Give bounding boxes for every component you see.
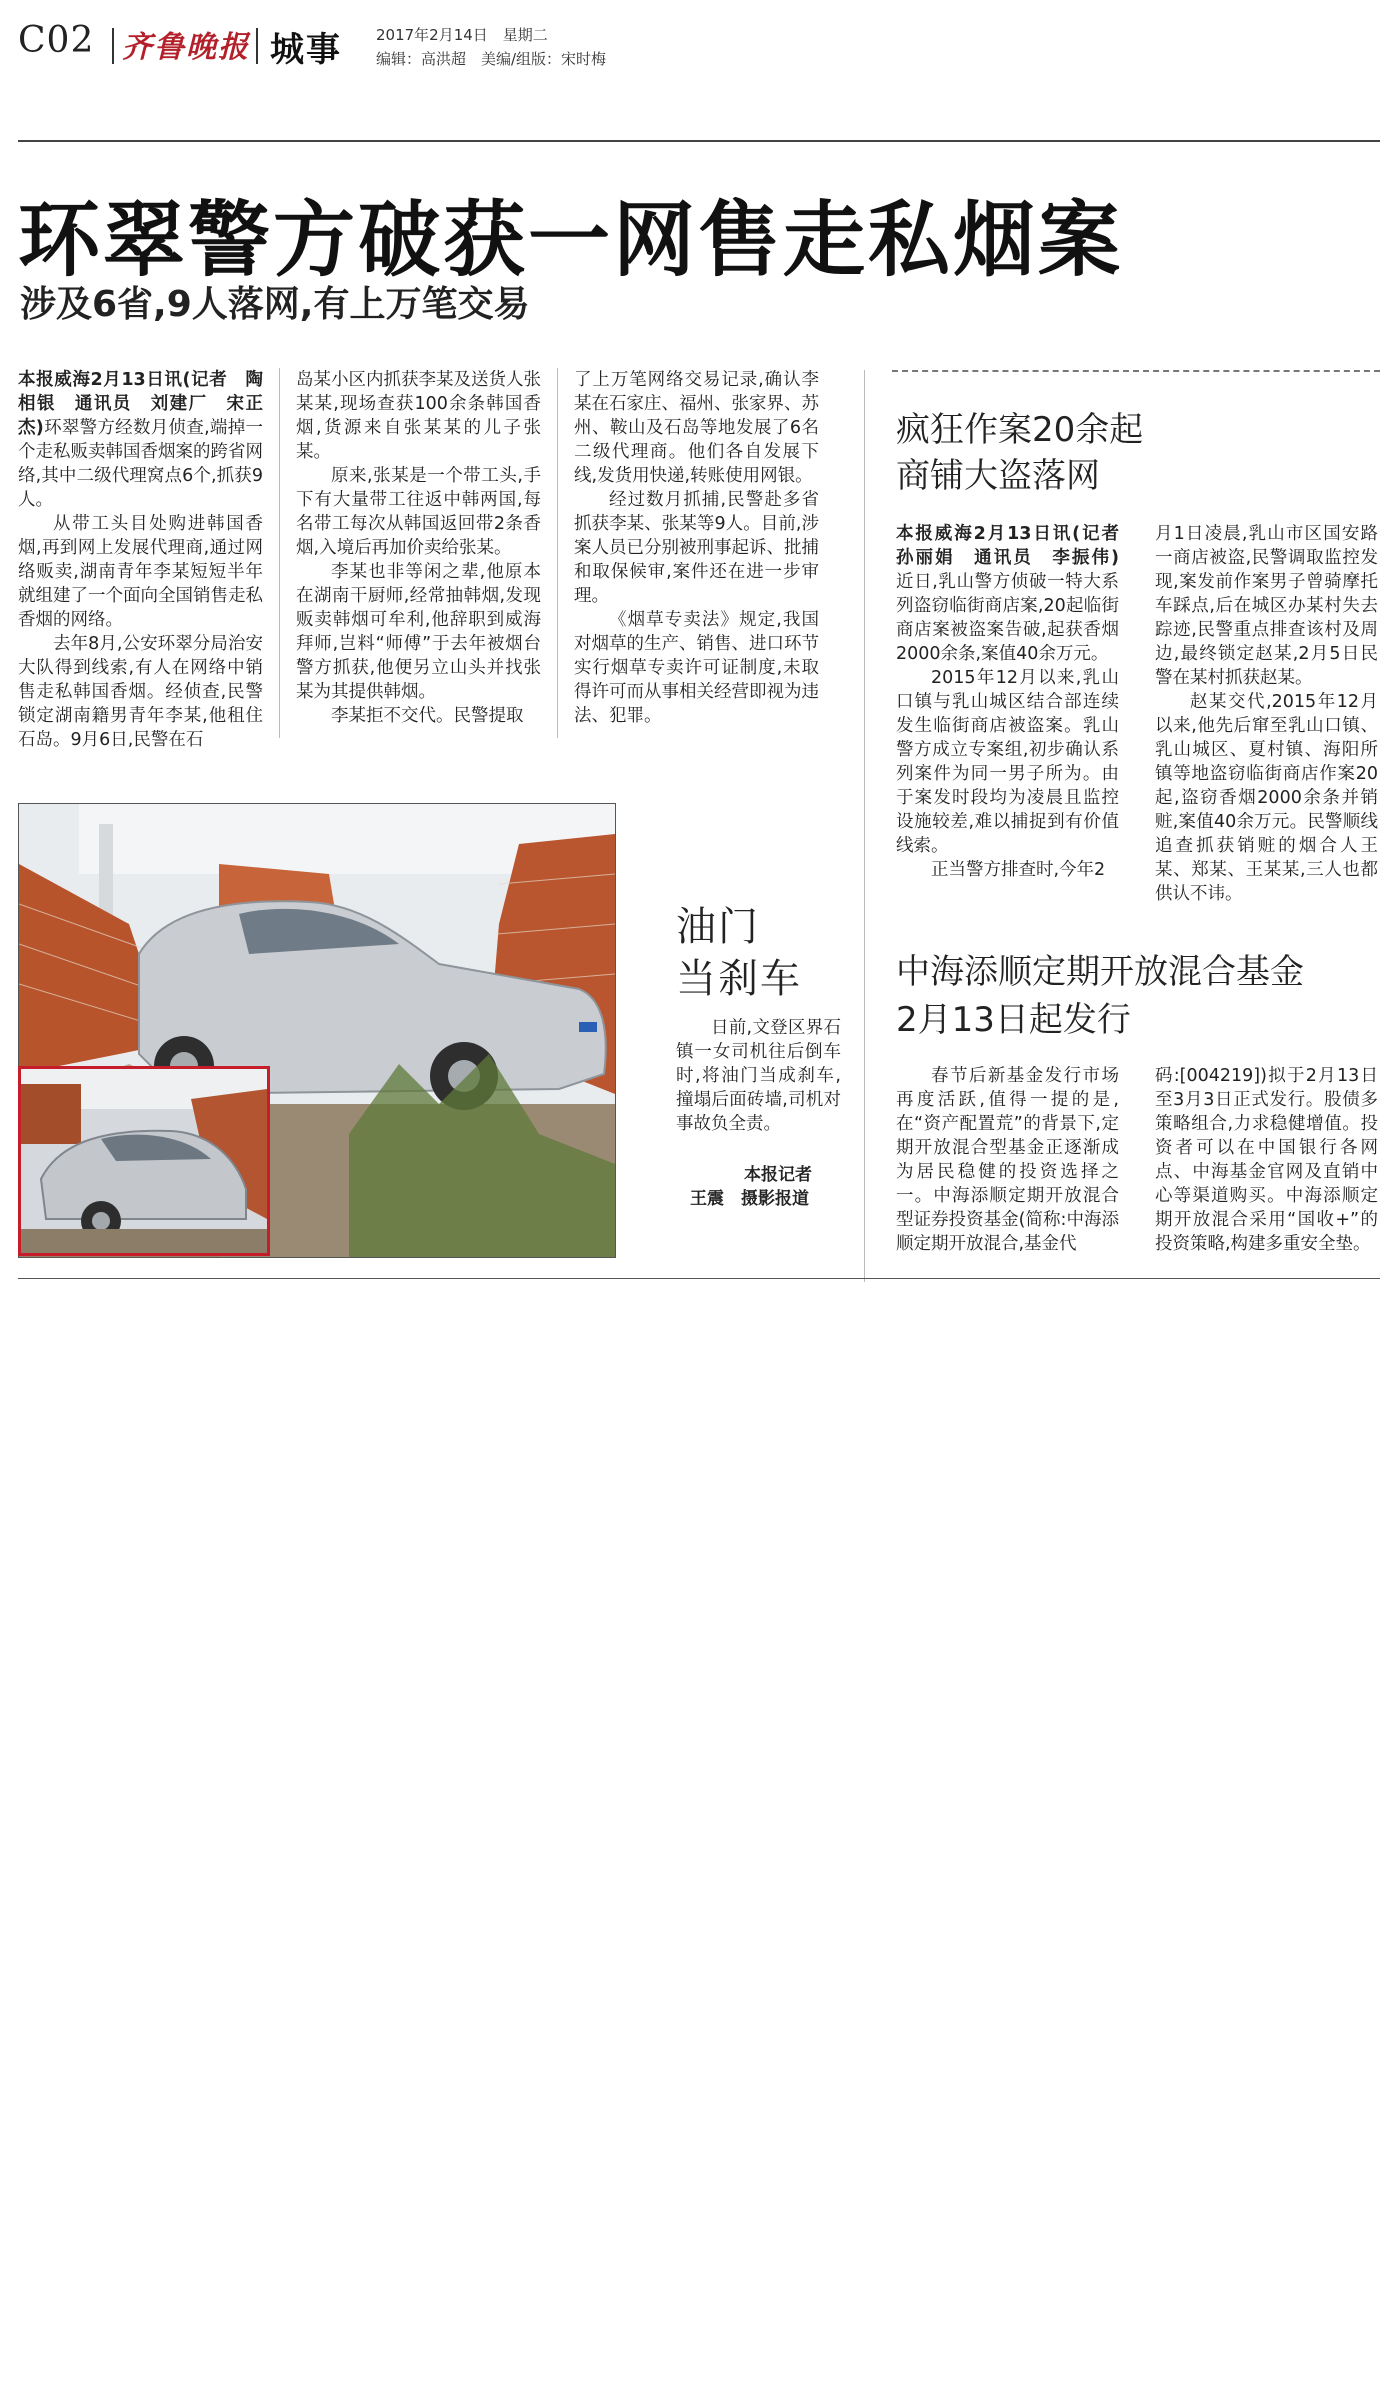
article-paragraph: 了上万笔网络交易记录,确认李某在石家庄、福州、张家界、苏州、鞍山及石岛等地发展了6名二级代理商。他们各自发展下线,发货用快递,转账使用网银。 [574, 370, 819, 486]
article-paragraph: 去年8月,公安环翠分局治安大队得到线索,有人在网络中销售走私韩国香烟。经侦查,民警锁定湖南籍男青年李某,他租住石岛。9月6日,民警在石 [18, 634, 263, 750]
column-divider [864, 370, 865, 1282]
article-paragraph: 李某也非等闲之辈,他原本在湖南干厨师,经常抽韩烟,发现贩卖韩烟可牟利,他辞职到威海拜师,岂料“师傅”于去年被烟台警方抓获,他便另立山头并找张某为其提供韩烟。 [296, 562, 541, 702]
story-headline: 商铺大盗落网 [896, 456, 1100, 496]
photo-caption [676, 1016, 841, 1136]
photo-credit: 本报记者 [744, 1165, 812, 1185]
lead-story-column-3 [574, 368, 819, 728]
story-headline: 2月13日起发行 [896, 1000, 1131, 1040]
issue-date: 2017年2月14日 星期二 [376, 26, 548, 44]
article-paragraph: 《烟草专卖法》规定,我国对烟草的生产、销售、进口环节实行烟草专卖许可证制度,未取得许可而从事相关经营即视为违法、犯罪。 [574, 610, 819, 726]
article-paragraph: 环翠警方经数月侦查,端掉一个走私贩卖韩国香烟案的跨省网络,其中二级代理窝点6个,抓获9人。 [18, 418, 263, 510]
lead-headline: 环翠警方破获一网售走私烟案 [18, 193, 1124, 288]
article-paragraph: 赵某交代,2015年12月以来,他先后窜至乳山口镇、乳山城区、夏村镇、海阳所镇等地盗窃临街商店作案20起,盗窃香烟2000余条并销赃,案值40余万元。民警顺线追查抓获销赃的烟合人王某、郑某、王某某,三人也都供认不讳。 [1155, 692, 1378, 904]
article-paragraph: 2015年12月以来,乳山口镇与乳山城区结合部连续发生临街商店被盗案。乳山警方成立专案组,初步确认系列案件为同一男子所为。由于案发时段均为凌晨且监控设施较差,难以捕捉到有价值线索。 [896, 668, 1119, 856]
story-headline: 中海添顺定期开放混合基金 [896, 952, 1304, 992]
photo-story-title: 油门 [676, 904, 760, 950]
story-column [1155, 1064, 1378, 1256]
article-paragraph: 原来,张某是一个带工头,手下有大量带工往返中韩两国,每名带工每次从韩国返回带2条香烟,入境后再加价卖给张某。 [296, 466, 541, 558]
photo-story-title: 当刹车 [676, 956, 802, 1002]
column-divider [279, 368, 280, 738]
story-headline: 疯狂作案20余起 [896, 410, 1144, 450]
article-paragraph: 近日,乳山警方侦破一特大系列盗窃临街商店案,20起临街商店案被盗案告破,起获香烟2000余条,案值40余万元。 [896, 572, 1119, 664]
article-paragraph: 码:[004219])拟于2月13日至3月3日正式发行。股债多策略组合,力求稳健增值。投资者可以在中国银行各网点、中海基金官网及直销中心等渠道购买。中海添顺定期开放混合采用“国收+”的投资策略,构建多重安全垫。 [1155, 1066, 1378, 1254]
header-rule [18, 140, 1380, 142]
content-bottom-rule [18, 1278, 1380, 1279]
article-paragraph: 春节后新基金发行市场再度活跃,值得一提的是,在“资产配置荒”的背景下,定期开放混合型基金正逐渐成为居民稳健的投资选择之一。中海添顺定期开放混合型证券投资基金(简称:中海添顺定期开放混合,基金代 [896, 1066, 1119, 1254]
lead-dateline: 本报威海2月13日讯(记者 陶相银 通讯员 刘建厂 宋正杰) [18, 370, 263, 438]
photo-credit: 王震 摄影报道 [690, 1189, 809, 1209]
article-paragraph: 月1日凌晨,乳山市区国安路一商店被盗,民警调取监控发现,案发前作案男子曾骑摩托车踩点,后在城区办某村失去踪迹,民警重点排查该村及周边,最终锁定赵某,2月5日民警在某村抓获赵某。 [1155, 524, 1378, 688]
section-title: 城事 [270, 30, 342, 70]
caption-text: 日前,文登区界石镇一女司机往后倒车时,将油门当成刹车,撞塌后面砖墙,司机对事故负全责。 [676, 1018, 841, 1134]
masthead-divider [256, 28, 258, 64]
article-paragraph: 李某拒不交代。民警提取 [331, 706, 524, 726]
lead-story-column-1 [18, 368, 263, 752]
story-column [896, 1064, 1119, 1256]
news-photo-inset [18, 1066, 270, 1256]
article-paragraph: 正当警方排查时,今年2 [931, 860, 1106, 880]
masthead-divider [112, 28, 114, 64]
story-column [1155, 522, 1378, 906]
lead-subheadline: 涉及6省,9人落网,有上万笔交易 [20, 284, 530, 325]
editor-credits: 编辑：高洪超 美编/组版：宋时梅 [376, 50, 607, 68]
lead-story-column-2 [296, 368, 541, 728]
story-column [896, 522, 1137, 882]
article-paragraph: 经过数月抓捕,民警赴多省抓获李某、张某等9人。目前,涉案人员已分别被刑事起诉、批捕和取保候审,案件还在进一步审理。 [574, 490, 819, 606]
newspaper-logo: 齐鲁晚报 [122, 30, 250, 65]
column-divider [557, 368, 558, 738]
article-paragraph: 岛某小区内抓获李某及送货人张某某,现场查获100余条韩国香烟,货源来自张某某的儿子张某。 [296, 370, 541, 462]
page-number: C02 [18, 20, 95, 61]
story-dateline: 本报威海2月13日讯(记者 孙丽娟 通讯员 李振伟) [896, 524, 1137, 568]
dashed-divider [892, 370, 1380, 372]
article-paragraph: 从带工头目处购进韩国香烟,再到网上发展代理商,通过网络贩卖,湖南青年李某短短半年就组建了一个面向全国销售走私香烟的网络。 [18, 514, 263, 630]
